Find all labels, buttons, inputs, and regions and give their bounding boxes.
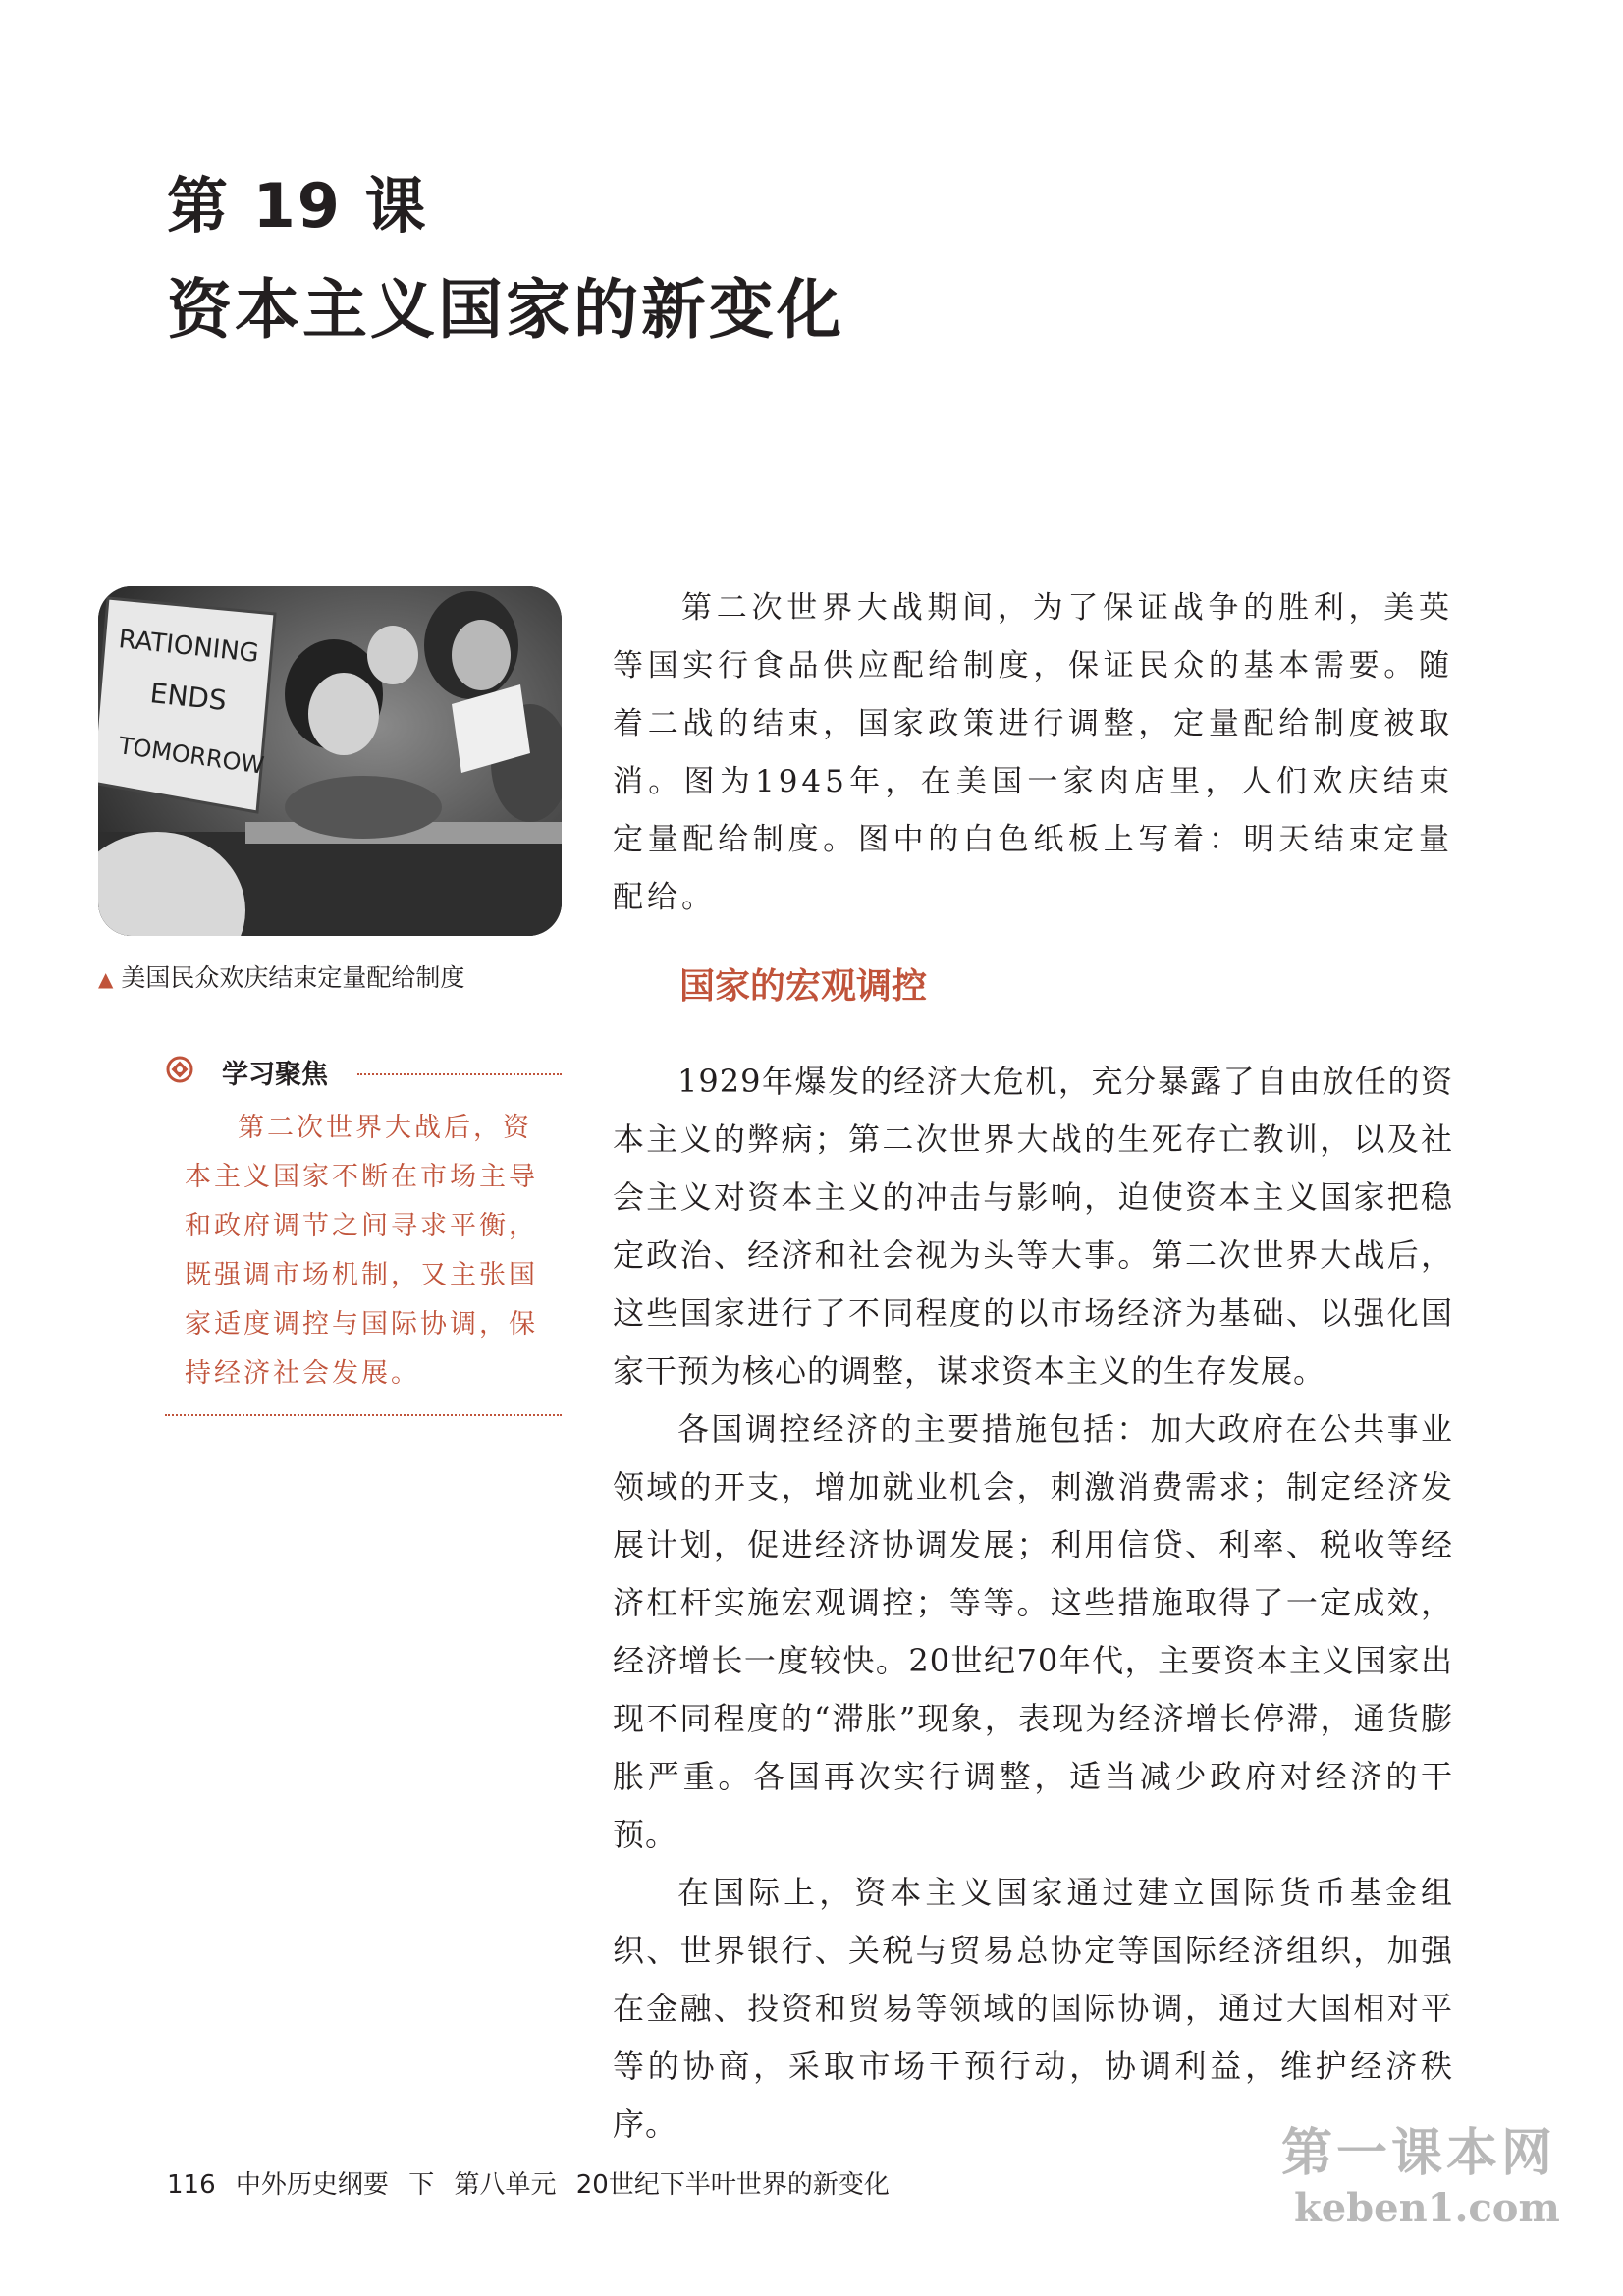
study-focus-label: 学习聚焦 bbox=[222, 1060, 328, 1090]
unit-label: 第八单元 bbox=[454, 2170, 557, 2200]
sign-text-line2: ENDS bbox=[148, 677, 229, 718]
sign-text-line3: TOMORROW bbox=[117, 732, 266, 780]
book-title: 中外历史纲要 bbox=[235, 2170, 389, 2200]
photo-illustration bbox=[98, 586, 562, 936]
volume-label: 下 bbox=[408, 2170, 435, 2200]
photo-caption-text: 美国民众欢庆结束定量配给制度 bbox=[121, 963, 465, 992]
focus-target-icon bbox=[165, 1055, 194, 1084]
focus-bottom-divider bbox=[165, 1414, 562, 1416]
page-footer bbox=[167, 2164, 901, 2201]
intro-paragraph: 第二次世界大战期间，为了保证战争的胜利，美英等国实行食品供应配给制度，保证民众的基本需要。随着二战的结束，国家政策进行调整，定量配给制度被取消。图为1945年，在美国一家肉店里，人们欢庆结束定量配给制度。图中的白色纸板上写着：明天结束定量配给。 bbox=[613, 590, 1453, 915]
body-paragraph: 1929年爆发的经济大危机，充分暴露了自由放任的资本主义的弊病；第二次世界大战的生死存亡教训，以及社会主义对资本主义的冲击与影响，迫使资本主义国家把稳定政治、经济和社会视为头等大事。第二次世界大战后，这些国家进行了不同程度的以市场经济为基础、以强化国家干预为核心的调整，谋求资本主义的生存发展。 bbox=[613, 1063, 1453, 1390]
focus-divider bbox=[357, 1073, 562, 1075]
lesson-number: 第 19 课 bbox=[167, 170, 428, 242]
study-focus-text: 第二次世界大战后，资本主义国家不断在市场主导和政府调节之间寻求平衡，既强调市场机制，又主张国家适度调控与国际协调，保持经济社会发展。 bbox=[185, 1113, 538, 1389]
body-paragraph: 在国际上，资本主义国家通过建立国际货币基金组织、世界银行、关税与贸易总协定等国际经济组织，加强在金融、投资和贸易等领域的国际协调，通过大国相对平等的协商，采取市场干预行动，协调利益，维护经济秩序。 bbox=[613, 1874, 1453, 2143]
sign-text-line1: RATIONING bbox=[117, 625, 261, 669]
lesson-title: 资本主义国家的新变化 bbox=[167, 272, 844, 348]
unit-title: 20世纪下半叶世界的新变化 bbox=[575, 2170, 890, 2200]
section-body bbox=[613, 1053, 1453, 2154]
photo-caption bbox=[98, 958, 464, 994]
watermark-url: keben1.com bbox=[1294, 2185, 1560, 2231]
body-paragraph: 各国调控经济的主要措施包括：加大政府在公共事业领域的开支，增加就业机会，刺激消费需求；制定经济发展计划，促进经济协调发展；利用信贷、利率、税收等经济杠杆实施宏观调控；等等。这些措施取得了一定成效，经济增长一度较快。20世纪70年代，主要资本主义国家出现不同程度的“滞胀”现象，表现为经济增长停滞，通货膨胀严重。各国再次实行调整，适当减少政府对经济的干预。 bbox=[613, 1410, 1453, 1853]
section-heading: 国家的宏观调控 bbox=[679, 966, 928, 1007]
study-focus-header bbox=[165, 1053, 562, 1088]
page-number: 116 bbox=[167, 2170, 216, 2200]
watermark-site-name: 第一课本网 bbox=[1281, 2124, 1557, 2183]
triangle-icon: ▲ bbox=[98, 967, 114, 991]
historical-photo bbox=[98, 586, 562, 936]
